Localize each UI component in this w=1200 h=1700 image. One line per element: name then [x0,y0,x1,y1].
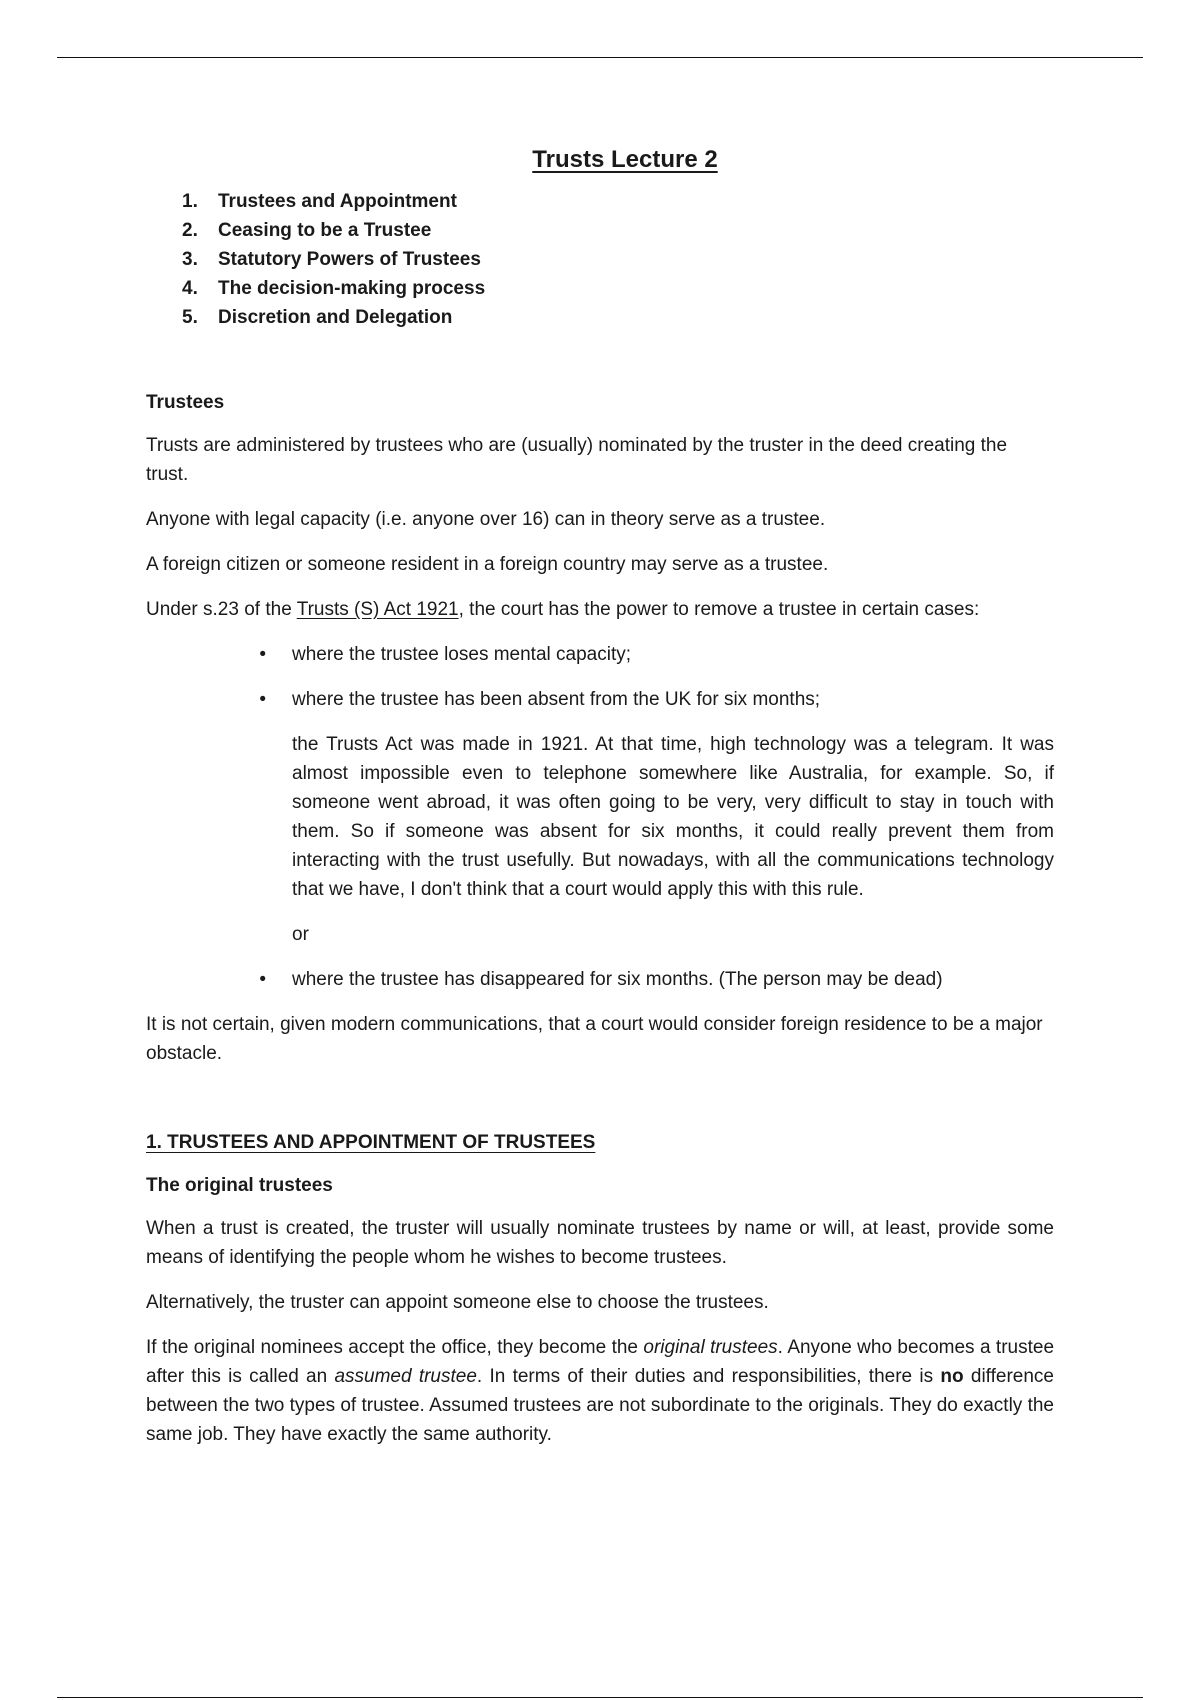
toc-item-label: Trustees and Appointment [218,191,457,212]
top-rule [57,57,1143,58]
removal-cases-list [146,965,1054,994]
toc-item-label: Statutory Powers of Trustees [218,249,481,270]
act-citation: Trusts (S) Act 1921 [296,599,459,620]
lecture-note: the Trusts Act was made in 1921. At that time, high technology was a telegram. It was almost impossible even to telephone somewhere like Australia, for example. So, if someone went abroad, it was often going to be very, very difficult to stay in touch with them. So if someone was absent for six months, it could really prevent them from interacting with the trust usefully. But nowadays, with all the communications technology that we have, I don't think that a court would apply this with this rule. [292,734,1054,900]
toc-item: 1. Trustees and Appointment [182,187,1054,216]
paragraph: It is not certain, given modern communications, that a court would consider foreign residence to be a major obstacle. [146,1014,1043,1064]
list-item: • where the trustee loses mental capacity; [146,640,1054,669]
document-title: Trusts Lecture 2 [532,146,718,173]
toc-item-label: Ceasing to be a Trustee [218,220,432,241]
list-item: • where the trustee has disappeared for six months. (The person may be dead) [146,965,1054,994]
paragraph: If the original nominees accept the office, they become the original trustees. Anyone who becomes a trustee after this is called an assumed trustee. In terms of their duties and responsibilities, there is no difference between the two types of trustee. Assumed trustees are not subordinate to the originals. They do exactly the same job. They have exactly the same authority. [146,1337,1055,1445]
bullet-icon: • [259,689,266,710]
paragraph: Trusts are administered by trustees who are (usually) nominated by the truster in the deed creating the trust. [146,435,1008,485]
term-assumed-trustee: assumed trustee [334,1366,477,1387]
toc-item: 2. Ceasing to be a Trustee [182,216,1054,245]
list-item: • where the trustee has been absent from the UK for six months; [146,685,1054,714]
paragraph: Under s.23 of the Trusts (S) Act 1921, the court has the power to remove a trustee in certain cases: [146,599,980,620]
bullet-icon: • [259,969,266,990]
paragraph: Anyone with legal capacity (i.e. anyone over 16) can in theory serve as a trustee. [146,509,826,530]
toc-item-label: Discretion and Delegation [218,307,453,328]
section-heading: 1. TRUSTEES AND APPOINTMENT OF TRUSTEES [146,1132,596,1153]
trustees-heading: Trustees [146,392,225,413]
bullet-icon: • [259,644,266,665]
toc-item-label: The decision-making process [218,278,486,299]
toc-item: 5. Discretion and Delegation [182,303,1054,332]
bottom-rule [57,1697,1143,1698]
document-page [146,143,1054,1465]
toc-item: 4. The decision-making process [182,274,1054,303]
or-connector: or [292,924,309,945]
paragraph: When a trust is created, the truster will usually nominate trustees by name or will, at least, provide some means of identifying the people whom he wishes to become trustees. [146,1218,1054,1268]
paragraph: A foreign citizen or someone resident in a foreign country may serve as a trustee. [146,554,829,575]
removal-cases-list [146,640,1054,714]
table-of-contents [182,187,1054,332]
paragraph: Alternatively, the truster can appoint someone else to choose the trustees. [146,1292,769,1313]
term-original-trustees: original trustees [643,1337,778,1358]
emphasis-no: no [940,1366,964,1387]
section-subheading: The original trustees [146,1175,333,1196]
toc-item: 3. Statutory Powers of Trustees [182,245,1054,274]
